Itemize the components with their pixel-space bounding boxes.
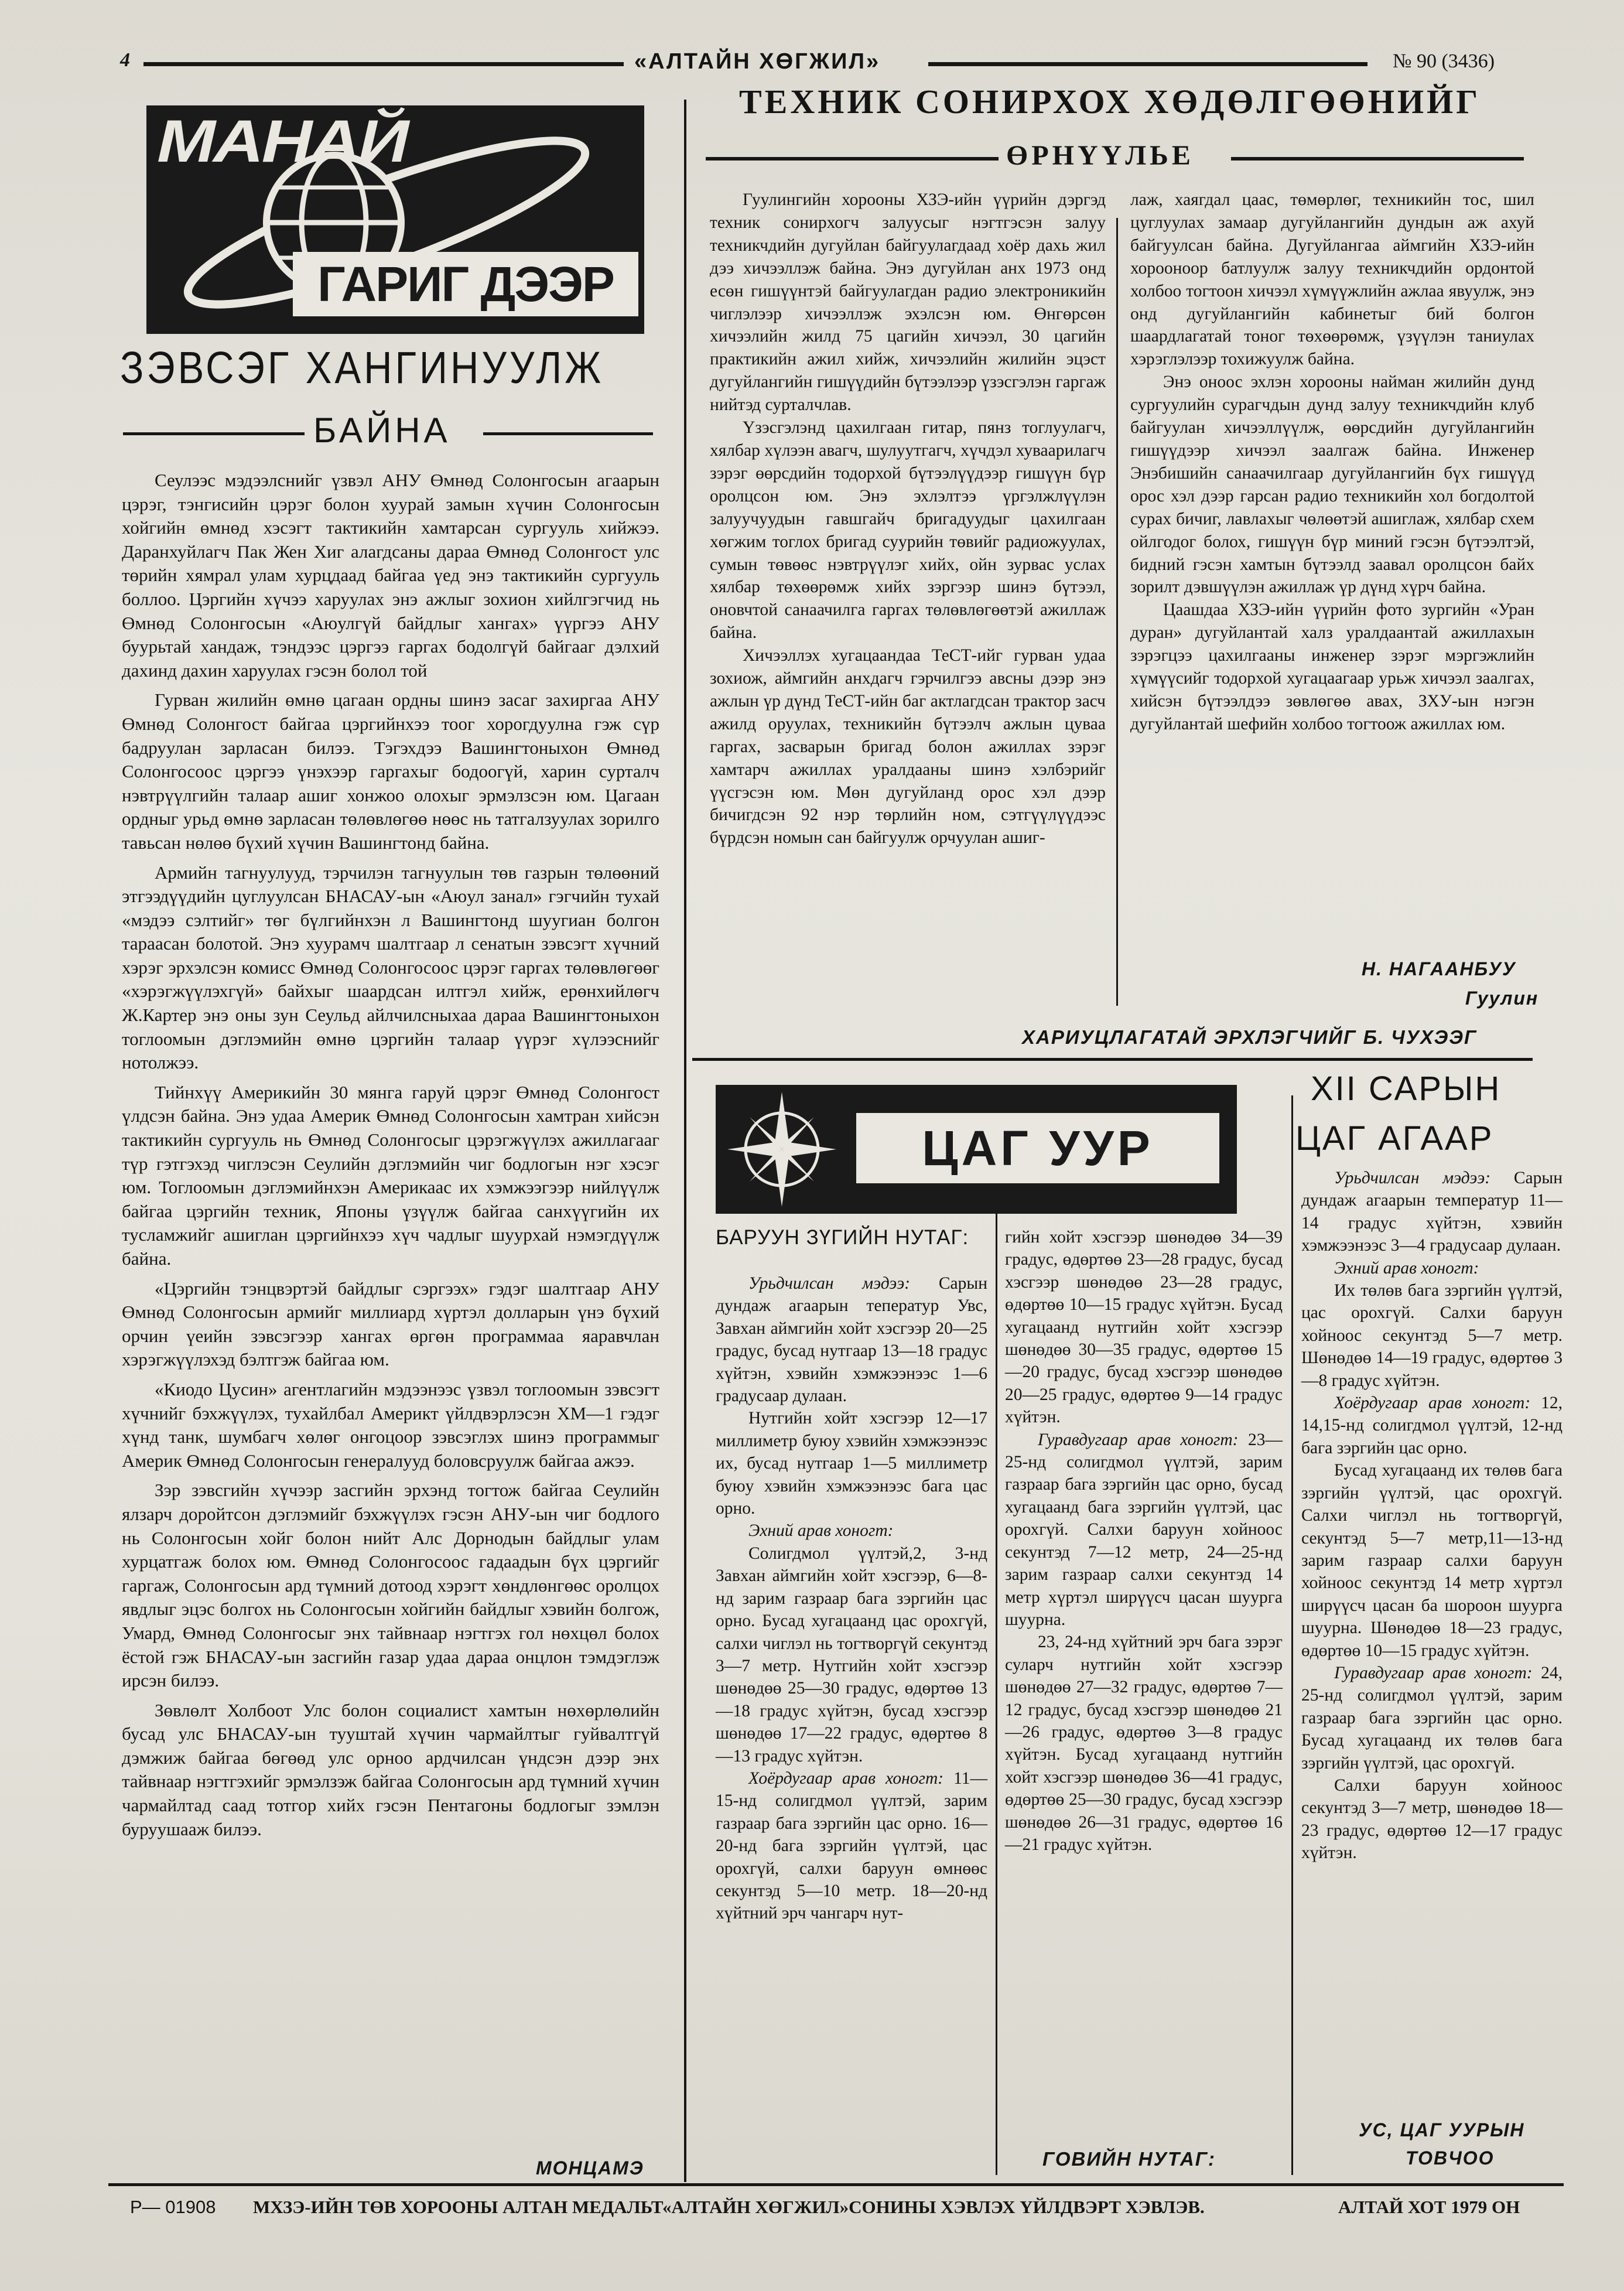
weather-signature-line1: УС, ЦАГ УУРЫН (1359, 2119, 1525, 2140)
forecast-text: Их төлөв бага зэргийн үүлтэй, цас орохгүй. Салхи баруун хойноос секунтэд 5—7 метр. Шөнөдөө 14—19 градус, өдөртөө 3—8 градус хүйтэн. (1301, 1281, 1563, 1390)
gobi-region-heading: ГОВИЙН НУТАГ: (1042, 2148, 1216, 2170)
article-title-line1: ЗЭВСЭГ ХАНГИНУУЛЖ (120, 343, 604, 394)
forecast-lead: Гуравдугаар арав хоногт: (1334, 1663, 1533, 1682)
forecast-text: 23—25-нд солигдмол үүлтэй, зарим газраар бага зэргийн цас орно, бусад хугацаанд бага зэргийн үүлтэй, цас орохгүй. Салхи баруун хойноос секунтэд 7—12 метр, 24—25-нд зарим газраар салхи секунтэд 14 метр хүртэл ширүүсч цасан шуурга шуурна. (1005, 1430, 1283, 1629)
paragraph: Гуулингийн хорооны ХЗЭ-ийн үүрийн дэргэд техник сонирхогч залуусыг нэгтгэсэн залуу техникчдийн дугуйлан байгуулагдаад хоёр дахь жил дээ хичээллэж байна. Энэ дугуйлан анх 1973 онд есөн гишүүнтэй байгуулагдан радио электроникийн чиглэлээр хичээллэж эхэлсэн юм. Өнгөрсөн хичээлийн жилд 75 цагийн хичээл, 30 цагийн практикийн ажил хийж, хичээлийн жилийн эцэст дугуйлангийн гишүүдийн бүтээлээр үзэсгэлэн гаргаж нийтэд сурталчлав. (710, 190, 1106, 415)
tech-signature: Н. НАГААНБУУ (1362, 958, 1516, 979)
forecast-entry (1005, 1226, 1283, 1429)
forecast-lead: Эхний арав хоногт: (748, 1521, 894, 1541)
weather-col-c (1301, 1167, 1563, 1865)
weather-signature-line2: ТОВЧОО (1406, 2147, 1495, 2169)
forecast-lead: Хоёрдугаар арав хоногт: (748, 1768, 944, 1788)
forecast-entry (1005, 1631, 1283, 1856)
paragraph: Армийн тагнуулууд, тэрчилэн тагнуулын төв газрын төлөөний этгээдүүдийн цуглуулсан БНАСАУ-ын «Аюул занал» гэгчийн тухай «мэдээ сэлтийг» төг бүлгийнхэн л Вашингтонд шуугиан болгон тараасан болотой. Энэ хуурамч шалтгаар л сенатын зэвсэгт хүчний хэрэг эрхэлсэн комисс Өмнөд Солонгосоос цэрэг гаргах төлөвлөгөөг «хэрэгжүүлэхгүй» байхыг шаардсан илтгэл хийж, ерөнхийлөгч Ж.Картер энэ оны зун Сеульд айлчилсныхаа дараа Вашингтоныхон тоглоомын дэглэмийн өмнө цэргийн талаар үүрэг хүлээснийг нотолжээ. (122, 862, 659, 1073)
header-rule-left (143, 62, 624, 66)
forecast-entry (1301, 1392, 1563, 1459)
forecast-text: Нутгийн хойт хэсгээр 12—17 миллиметр буюу хэвийн хэмжээнээс их, бусад нутгаар 1—5 миллиметр буюу хэвийн хэмжээнээс бага цас орно. (716, 1409, 987, 1518)
weather-banner-label: ЦАГ УУР (856, 1113, 1219, 1183)
paragraph: Цаашдаа ХЗЭ-ийн үүрийн фото зургийн «Уран дуран» дугуйлантай халз уралдаантай ажиллахын зэрэгцээ цахилгааны инженер зэрэг мэргэжлийн хүмүүсийг тодорхой хугацаагаар урьж хичээл заалгах, хийсэн бүтээлдээ зөвлөгөө авах, ЗХУ-ын нэгэн дугуйлантай шефийн холбоо тогтоож ажиллах юм. (1130, 600, 1534, 733)
weather-banner (716, 1085, 1237, 1214)
weather-title-line1: XII САРЫН (1311, 1070, 1502, 1108)
masthead-title: «АЛТАЙН ХӨГЖИЛ» (634, 49, 881, 74)
forecast-entry (1301, 1662, 1563, 1774)
forecast-text: Сарын дундаж агаарын температур 11—14 градус хүйтэн, хэвийн хэмжээнээс 3—4 градусаар дулаан. (1301, 1169, 1563, 1255)
tech-place: Гуулин (1465, 988, 1539, 1009)
footer-rule (108, 2183, 1564, 2186)
forecast-text: Бусад хугацаанд их төлөв бага зэргийн үүлтэй, цас орохгүй. Салхи чиглэл нь тогтворгүй, секунтэд 5—7 метр,11—13-нд зарим газраар салхи баруун хойноос секунтэд 14 метр хүртэл ширүүсч цасан ба шороон шуурга шуурна. Шөнөдөө 18—23 градус, өдөртөө 10—15 градус хүйтэн. (1301, 1461, 1563, 1660)
forecast-entry (1301, 1459, 1563, 1662)
issue-number: № 90 (3436) (1393, 50, 1495, 72)
paragraph: Зөвлөлт Холбоот Улс болон социалист хамтын нөхөрлөлийн бусад улс БНАСАУ-ын тууштай хүчин чармайлтыг гуйвалтгүй дэмжиж байгаа бөгөөд улс орноо ардчилсан үндсэн дээр энх тайвнаар нэгтгэхийг эрмэлзэж байгаа Солонгосын ард түмний хүчин чармайлтад саад тотгор хийх гэсэн Пентагоны бодлогыг зэмлэн буруушааж билээ. (122, 1699, 659, 1839)
forecast-lead: Эхний арав хоногт: (1334, 1258, 1479, 1278)
footer-printer: МХЗЭ-ИЙН ТӨВ ХОРООНЫ АЛТАН МЕДАЛЬТ«АЛТАЙН ХӨГЖИЛ»СОНИНЫ ХЭВЛЭХ ҮЙЛДВЭРТ ХЭВЛЭВ. (253, 2197, 1205, 2217)
tech-article-col1 (710, 189, 1106, 849)
editor-rule (692, 1058, 1533, 1061)
paragraph: Үзэсгэлэнд цахилгаан гитар, пянз тоглуулагч, хялбар хүлээн авагч, шулуутгагч, хүчдэл хуваарилагч зэрэг өөрсдийн тодорхой бүтээлүүдээр гишүүн бүр оролцсон юм. Энэ эхлэлтээ үргэлжлүүлэн залуучуудын гавшгайч бригадуудыг цахилгаан хөгжим тоглох бригад суурийн төвийг радиожуулах, сумын төвөөс нэвтрүүлэг хийх, ойн зурвас услах хялбар төхөөрөмж хийх зэргээр шинэ бүтээл, оновчтой санаачилга гаргах төлөвлөгөөтэй ажиллаж байна. (710, 418, 1106, 643)
editor-line: ХАРИУЦЛАГАТАЙ ЭРХЛЭГЧИЙГ Б. ЧУХЭЭГ (1022, 1026, 1478, 1048)
forecast-entry (716, 1272, 987, 1407)
weather-title-line2: ЦАГ АГААР (1295, 1119, 1494, 1158)
weather-col-a (716, 1272, 987, 1925)
title-rule-left (123, 432, 305, 435)
paragraph: Зэр зэвсгийн хүчээр засгийн эрхэнд тогтож байгаа Сеулийн ялзарч доройтсон дэглэмийг бэхжүүлэх гэсэн АНУ-ын чиг бодлого нь Солонгосын хойг болон нийт Алс Дорнодын байдлыг улам хурцатгаж болох юм. Өмнөд Солонгосоос гадаадын бүх цэргийг гаргаж, Солонгосын ард түмний дотоод хэрэгт хөндлөнгөөс оролцох явдлыг эцэс болгох нь Солонгосын хойгийн байдлыг хэвийн болгож, Умард, Өмнөд Солонгосыг энх тайвнаар нэгтгэх гол нөхцөл болох ёстой гэж БНАСАУ-ын засгийн газар удаа дараа онцлон тэмдэглэж ирсэн билээ. (122, 1480, 659, 1691)
header-rule-right (928, 62, 1367, 66)
paragraph: «Цэргийн тэнцвэртэй байдлыг сэргээх» гэдэг шалтгаар АНУ Өмнөд Солонгосын армийг миллиард хүртэл долларын үнэ бүхий орчин үеийн зэвсэгээр хангах өргөн программаа яаравчлан хэрэгжүүлэхэд бэлтгэж байгаа юм. (122, 1278, 659, 1370)
banner-top-text: МАНАЙ (157, 108, 407, 175)
forecast-text: гийн хойт хэсгээр шөнөдөө 34—39 градус, өдөртөө 23—28 градус, бусад хэсгээр шөнөдөө 23—28 градус, өдөртөө 10—15 градус хүйтэн. Бусад хугацаанд нутгийн хойт хэсгээр шөнөдөө 30—35 градус, өдөртөө 15—20 градус, бусад хэсгээр шөнөдөө 20—25 градус, өдөртөө 9—14 градус хүйтэн. (1005, 1228, 1283, 1427)
article-title-line2: БАЙНА (313, 411, 451, 450)
tech-article-col2 (1130, 189, 1534, 736)
planet-banner (146, 105, 644, 334)
left-article-body (122, 469, 659, 1841)
forecast-entry (1301, 1257, 1563, 1279)
paragraph: Сеулээс мэдээлснийг үзвэл АНУ Өмнөд Солонгосын агаарын цэрэг, тэнгисийн цэрэг болон хуурай замын хүчин Солонгосын хойгийн өмнөд хэсэгт тактикийн хамтарсан сургууль хийжээ. Даранхуйлагч Пак Жен Хиг алагдсаны дараа Өмнөд Солонгост улс төрийн хямрал улам хурцдаад байгаа үед энэ тактикийн сургууль боллоо. Цэргийн хүчээ харуулах энэ ажлыг зохион хийлгэгчид нь Өмнөд Солонгосын «Аюулгүй байдлыг хангах» үүргээ АНУ буурьтай хандаж, тэндээс цэргээ гаргах бодолгүй байгааг дэлхий дахинд дахин харуулах гэсэн болол той (122, 470, 659, 681)
forecast-entry (716, 1767, 987, 1925)
forecast-lead: Гуравдугаар арав хоногт: (1038, 1430, 1239, 1449)
footer-code: Р— 01908 (130, 2197, 216, 2217)
compass-star-icon (726, 1091, 837, 1208)
forecast-lead: Урьдчилсан мэдээ: (748, 1274, 911, 1293)
weather-col-b (1005, 1226, 1283, 1856)
forecast-lead: Хоёрдугаар арав хоногт: (1334, 1394, 1531, 1413)
tech-title-rule-left (706, 157, 999, 161)
column-divider-weather (996, 1204, 997, 2175)
left-article-signature: МОНЦАМЭ (536, 2157, 644, 2179)
forecast-text: 11—15-нд солигдмол үүлтэй, зарим газраар бага зэргийн цас орно. 16—20-нд бага зэргийн үүлтэй, цас орохгүй, салхи баруун өмнөөс секунтэд 5—10 метр. 18—20-нд хүйтний эрч чангарч нут- (716, 1768, 987, 1923)
banner-bottom-text: ГАРИГ ДЭЭР (293, 252, 638, 316)
forecast-entry (716, 1520, 987, 1542)
forecast-entry (1301, 1279, 1563, 1392)
forecast-entry (716, 1542, 987, 1767)
footer-place-year: АЛТАЙ ХОТ 1979 ОН (1338, 2197, 1520, 2217)
title-rule-right (483, 432, 653, 435)
tech-title-line2: ӨРНҮҮЛЬЕ (1006, 140, 1194, 171)
paragraph: Энэ оноос эхлэн хорооны найман жилийн дунд сургуулийн сурагчдын дунд залуу техникчдийн клуб байгуулан хичээллүүлж, өөрсдийн дугуйлангийн гишүүдээр хичээл заалгаж байна. Инженер Энэбишийн санаачилгаар дугуйлангийн бүх гишүүд орос хэл дээр гарсан радио техникийн хол богдолтой сурах бичиг, лавлахыг чөлөөтэй ашиглаж, хялбар схем ойлгодог болох, гишүүн бүр миний гэсэн бүтээлтэй, бидний гэсэн хамтын бүтээлд заавал оролцсон байх зорилт дэвшүүлэн ажиллаж үр дүнд хүрч байна. (1130, 373, 1534, 597)
forecast-text: 24, 25-нд солигдмол үүлтэй, зарим газраар бага зэргийн цас орно. Бусад хугацаанд их төлөв бага зэргийн үүлтэй, цас орохгүй. (1301, 1663, 1563, 1773)
tech-title-rule-right (1231, 157, 1524, 161)
tech-title-line1: ТЕХНИК СОНИРХОХ ХӨДӨЛГӨӨНИЙГ (739, 83, 1481, 121)
forecast-entry (1301, 1167, 1563, 1257)
paragraph: Тийнхүү Америкийн 30 мянга гаруй цэрэг Өмнөд Солонгост үлдсэн байна. Энэ удаа Америк Өмнөд Солонгосын хамтран хийсэн тактикийн сургууль нь Өмнөд Солонгосыг цэрэгжүүлэх ажиллагааг түр гэтгэхэд чиглэсэн Сеулийн дэглэмийн чиг бодлогын нэг хэсэг юм. Тоглоомын дэглэмийнхэн Америкаас их хэмжээгээр нийлүүлж байгаа цэргийн техник, Японы үзүүлж байгаа санхүүгийн их тусламжийг ашиглан цэргийнхээ хүч чадлыг шуурхай нэмэгдүүлж байна. (122, 1081, 659, 1269)
forecast-text: 12, 14,15-нд солигдмол үүлтэй, 12-нд бага зэргийн цас орно. (1301, 1394, 1563, 1457)
paragraph: «Киодо Цусин» агентлагийн мэдээнээс үзвэл тоглоомын зэвсэгт хүчнийг бэхжүүлэх, тухайлбал Америкт үйлдвэрлэсэн ХМ—1 гэдэг хүнд танк, шумбагч хөлөг онгоцоор зэвсэглэх шинэ программыг Америк Өмнөд Солонгосын генералууд боловсруулж байгаа ажээ. (122, 1378, 659, 1471)
forecast-text: Солигдмол үүлтэй,2, 3-нд Завхан аймгийн хойт хэсгээр, 6—8-нд зарим газраар бага зэргийн цас орно. Бусад хугацаанд цас орохгүй, салхи чиглэл нь тогтворгүй секунтэд 3—7 метр. Нутгийн хойт хэсгээр шөнөдөө 25—30 градус, өдөртөө 13—18 градус хүйтэн, бусад хэсгээр шөнөдөө 17—22 градус, өдөртөө 8—13 градус хүйтэн. (716, 1544, 987, 1766)
page-number: 4 (120, 49, 130, 71)
west-region-heading: БАРУУН ЗҮГИЙН НУТАГ: (716, 1226, 969, 1249)
forecast-text: Сарын дундаж агаарын теператур Увс, Завхан аймгийн хойт хэсгээр 20—25 градус, бусад нутгаар 13—18 градус хүйтэн, хэвийн хэмжээнээс 1—6 градусаар дулаан. (716, 1274, 987, 1406)
paragraph: лаж, хаягдал цаас, төмөрлөг, техникийн тос, шил цуглуулах замаар дугуйлангийн дундын аж ахуй байгуулсан байна. Дугуйлангаа аймгийн ХЗЭ-ийн хорооноор батлуулж залуу техникчдийн ордонтой холбоо тогтоон хичээл хүмүүжлийн ажлаа явуулж, энэ онд дугуйлангийн кабинетыг бий болгон шаардлагатай тоног төхөөрөмж, үзүүлэн таниулах хэрэглэлээр тохижуулж байна. (1130, 190, 1534, 369)
forecast-entry (1301, 1774, 1563, 1865)
column-divider-weather-2 (1291, 1095, 1293, 2175)
column-divider-main (684, 100, 686, 2182)
forecast-text: 23, 24-нд хүйтний эрч бага зэрэг суларч нутгийн хойт хэсгээр шөнөдөө 27—32 градус, өдөртөө 7—12 градус, бусад хэсгээр шөнөдөө 21—26 градус, өдөртөө 3—8 градус хүйтэн. Бусад хугацаанд нутгийн хойт хэсгээр шөнөдөө 36—41 градус, өдөртөө 25—30 градус, бусад хэсгээр шөнөдөө 26—31 градус, өдөртөө 16—21 градус хүйтэн. (1005, 1633, 1283, 1854)
column-divider-tech (1116, 218, 1118, 1006)
forecast-text: Салхи баруун хойноос секунтэд 3—7 метр, шөнөдөө 18—23 градус, өдөртөө 12—17 градус хүйтэн. (1301, 1776, 1563, 1863)
paragraph: Хичээллэх хугацаандаа ТеСТ-ийг гурван удаа зохиож, аймгийн анхдагч гэрчилгээ авсны дээр энэ ажлын үр дүнд ТеСТ-ийн баг актлагдсан трактор засч ажилд оруулах, техникийн бүтээлч ажлын цуваа гаргах, засварын бригад болон ажиллах зэрэг хамтарч ажиллах уралдааны шинэ хэлбэрийг үүсгэсэн юм. Мөн дугуйланд орос хэл дээр бичигдсэн 92 нэр төрлийн ном, сэтгүүлүүдээс бүрдсэн номын сан байгуулж орчуулан ашиг- (710, 646, 1106, 848)
forecast-entry (1005, 1429, 1283, 1631)
forecast-lead: Урьдчилсан мэдээ: (1334, 1169, 1491, 1187)
paragraph: Гурван жилийн өмнө цагаан ордны шинэ засаг захиргаа АНУ Өмнөд Солонгост байгаа цэргийнхээ тоог хорогдуулна гэж сүр бадруулан зарласан билээ. Тэгэхдээ Вашингтоныхон Өмнөд Солонгосоос цэргээ үнэхээр гаргахыг бодоогүй, харин сурталч нэвтрүүлгийн талаар ашиг хонжоо олохыг эрмэлзсэн юм. Цагаан ордныг урьд өмнө зарласан төлөвлөгөө нөөс нь татгалзуулах зорилго тавьсан нөлөө бүхий хүчин Вашингтонд байна. (122, 689, 659, 853)
forecast-entry (716, 1407, 987, 1520)
